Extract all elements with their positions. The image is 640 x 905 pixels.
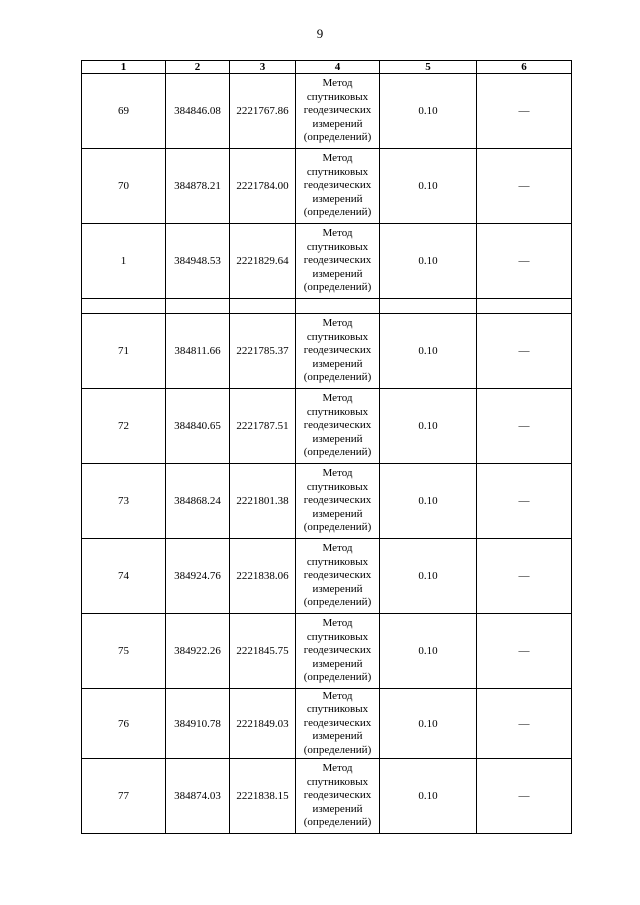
header-cell: 1 <box>82 61 166 74</box>
y-coordinate-cell: 2221849.03 <box>230 689 296 759</box>
y-coordinate-cell: 2221785.37 <box>230 314 296 389</box>
coordinates-table <box>81 60 572 834</box>
method-cell <box>296 464 380 539</box>
accuracy-cell: 0.10 <box>380 74 477 149</box>
method-line: Метод <box>322 77 353 90</box>
method-line: (определений) <box>303 446 372 459</box>
y-coordinate-cell: 2221838.15 <box>230 759 296 834</box>
point-number-cell: 69 <box>82 74 166 149</box>
separator-cell <box>230 299 296 314</box>
y-coordinate-cell: 2221829.64 <box>230 224 296 299</box>
method-cell <box>296 149 380 224</box>
note-cell: — <box>477 464 572 539</box>
method-line: Метод <box>322 542 353 555</box>
accuracy-cell: 0.10 <box>380 759 477 834</box>
separator-cell <box>477 299 572 314</box>
method-cell <box>296 389 380 464</box>
point-number-cell: 74 <box>82 539 166 614</box>
table-row <box>82 389 572 464</box>
table-row <box>82 74 572 149</box>
table-row <box>82 314 572 389</box>
note-cell: — <box>477 149 572 224</box>
method-line: измерений <box>312 657 363 670</box>
note-cell: — <box>477 224 572 299</box>
method-line: измерений <box>312 117 363 130</box>
accuracy-cell: 0.10 <box>380 149 477 224</box>
table-row <box>82 149 572 224</box>
point-number-cell: 75 <box>82 614 166 689</box>
x-coordinate-cell: 384846.08 <box>166 74 230 149</box>
accuracy-cell: 0.10 <box>380 464 477 539</box>
x-coordinate-cell: 384874.03 <box>166 759 230 834</box>
table-body <box>82 74 572 834</box>
method-line: геодезических <box>303 179 372 192</box>
method-line: (определений) <box>303 743 372 756</box>
accuracy-cell: 0.10 <box>380 539 477 614</box>
point-number-cell: 76 <box>82 689 166 759</box>
method-cell <box>296 224 380 299</box>
method-line: измерений <box>312 267 363 280</box>
x-coordinate-cell: 384878.21 <box>166 149 230 224</box>
method-line: Метод <box>322 689 353 702</box>
method-line: измерений <box>312 507 363 520</box>
header-cell: 5 <box>380 61 477 74</box>
y-coordinate-cell: 2221838.06 <box>230 539 296 614</box>
accuracy-cell: 0.10 <box>380 614 477 689</box>
method-line: геодезических <box>303 344 372 357</box>
header-row <box>82 61 572 74</box>
method-line: спутниковых <box>306 555 369 568</box>
x-coordinate-cell: 384910.78 <box>166 689 230 759</box>
method-line: (определений) <box>303 596 372 609</box>
method-line: измерений <box>312 730 363 743</box>
method-line: спутниковых <box>306 480 369 493</box>
method-line: спутниковых <box>306 165 369 178</box>
table-row <box>82 759 572 834</box>
x-coordinate-cell: 384840.65 <box>166 389 230 464</box>
method-line: Метод <box>322 152 353 165</box>
separator-cell <box>166 299 230 314</box>
separator-cell <box>380 299 477 314</box>
method-line: геодезических <box>303 569 372 582</box>
method-line: измерений <box>312 582 363 595</box>
method-line: геодезических <box>303 254 372 267</box>
y-coordinate-cell: 2221767.86 <box>230 74 296 149</box>
method-line: геодезических <box>303 494 372 507</box>
y-coordinate-cell: 2221784.00 <box>230 149 296 224</box>
method-cell <box>296 689 380 759</box>
accuracy-cell: 0.10 <box>380 224 477 299</box>
accuracy-cell: 0.10 <box>380 389 477 464</box>
x-coordinate-cell: 384868.24 <box>166 464 230 539</box>
y-coordinate-cell: 2221787.51 <box>230 389 296 464</box>
method-line: (определений) <box>303 671 372 684</box>
y-coordinate-cell: 2221845.75 <box>230 614 296 689</box>
accuracy-cell: 0.10 <box>380 314 477 389</box>
x-coordinate-cell: 384811.66 <box>166 314 230 389</box>
method-line: спутниковых <box>306 90 369 103</box>
point-number-cell: 77 <box>82 759 166 834</box>
accuracy-cell: 0.10 <box>380 689 477 759</box>
note-cell: — <box>477 689 572 759</box>
x-coordinate-cell: 384922.26 <box>166 614 230 689</box>
method-line: спутниковых <box>306 240 369 253</box>
note-cell: — <box>477 759 572 834</box>
method-line: геодезических <box>303 104 372 117</box>
header-cell: 3 <box>230 61 296 74</box>
page-number: 9 <box>316 26 324 41</box>
method-line: геодезических <box>303 716 372 729</box>
method-line: (определений) <box>303 816 372 829</box>
note-cell: — <box>477 539 572 614</box>
method-cell <box>296 759 380 834</box>
point-number-cell: 70 <box>82 149 166 224</box>
header-cell: 2 <box>166 61 230 74</box>
note-cell: — <box>477 314 572 389</box>
method-line: Метод <box>322 467 353 480</box>
method-line: (определений) <box>303 206 372 219</box>
method-line: измерений <box>312 802 363 815</box>
method-line: спутниковых <box>306 405 369 418</box>
point-number-cell: 73 <box>82 464 166 539</box>
method-line: измерений <box>312 432 363 445</box>
method-line: (определений) <box>303 131 372 144</box>
method-line: спутниковых <box>306 775 369 788</box>
method-cell <box>296 614 380 689</box>
method-line: спутниковых <box>306 330 369 343</box>
table-row <box>82 224 572 299</box>
method-line: Метод <box>322 762 353 775</box>
method-line: Метод <box>322 392 353 405</box>
separator-cell <box>296 299 380 314</box>
header-cell: 6 <box>477 61 572 74</box>
method-line: спутниковых <box>306 630 369 643</box>
x-coordinate-cell: 384948.53 <box>166 224 230 299</box>
method-line: геодезических <box>303 644 372 657</box>
method-cell <box>296 314 380 389</box>
method-cell <box>296 74 380 149</box>
method-line: Метод <box>322 317 353 330</box>
table-row <box>82 614 572 689</box>
table-row <box>82 689 572 759</box>
method-line: Метод <box>322 227 353 240</box>
note-cell: — <box>477 614 572 689</box>
separator-cell <box>82 299 166 314</box>
note-cell: — <box>477 74 572 149</box>
method-line: геодезических <box>303 789 372 802</box>
method-line: измерений <box>312 357 363 370</box>
point-number-cell: 72 <box>82 389 166 464</box>
method-cell <box>296 539 380 614</box>
point-number-cell: 1 <box>82 224 166 299</box>
x-coordinate-cell: 384924.76 <box>166 539 230 614</box>
header-cell: 4 <box>296 61 380 74</box>
method-line: измерений <box>312 192 363 205</box>
method-line: спутниковых <box>306 703 369 716</box>
method-line: (определений) <box>303 371 372 384</box>
method-line: Метод <box>322 617 353 630</box>
table-row <box>82 539 572 614</box>
table-row <box>82 464 572 539</box>
note-cell: — <box>477 389 572 464</box>
method-line: геодезических <box>303 419 372 432</box>
method-line: (определений) <box>303 521 372 534</box>
y-coordinate-cell: 2221801.38 <box>230 464 296 539</box>
group-separator-row <box>82 299 572 314</box>
point-number-cell: 71 <box>82 314 166 389</box>
method-line: (определений) <box>303 281 372 294</box>
